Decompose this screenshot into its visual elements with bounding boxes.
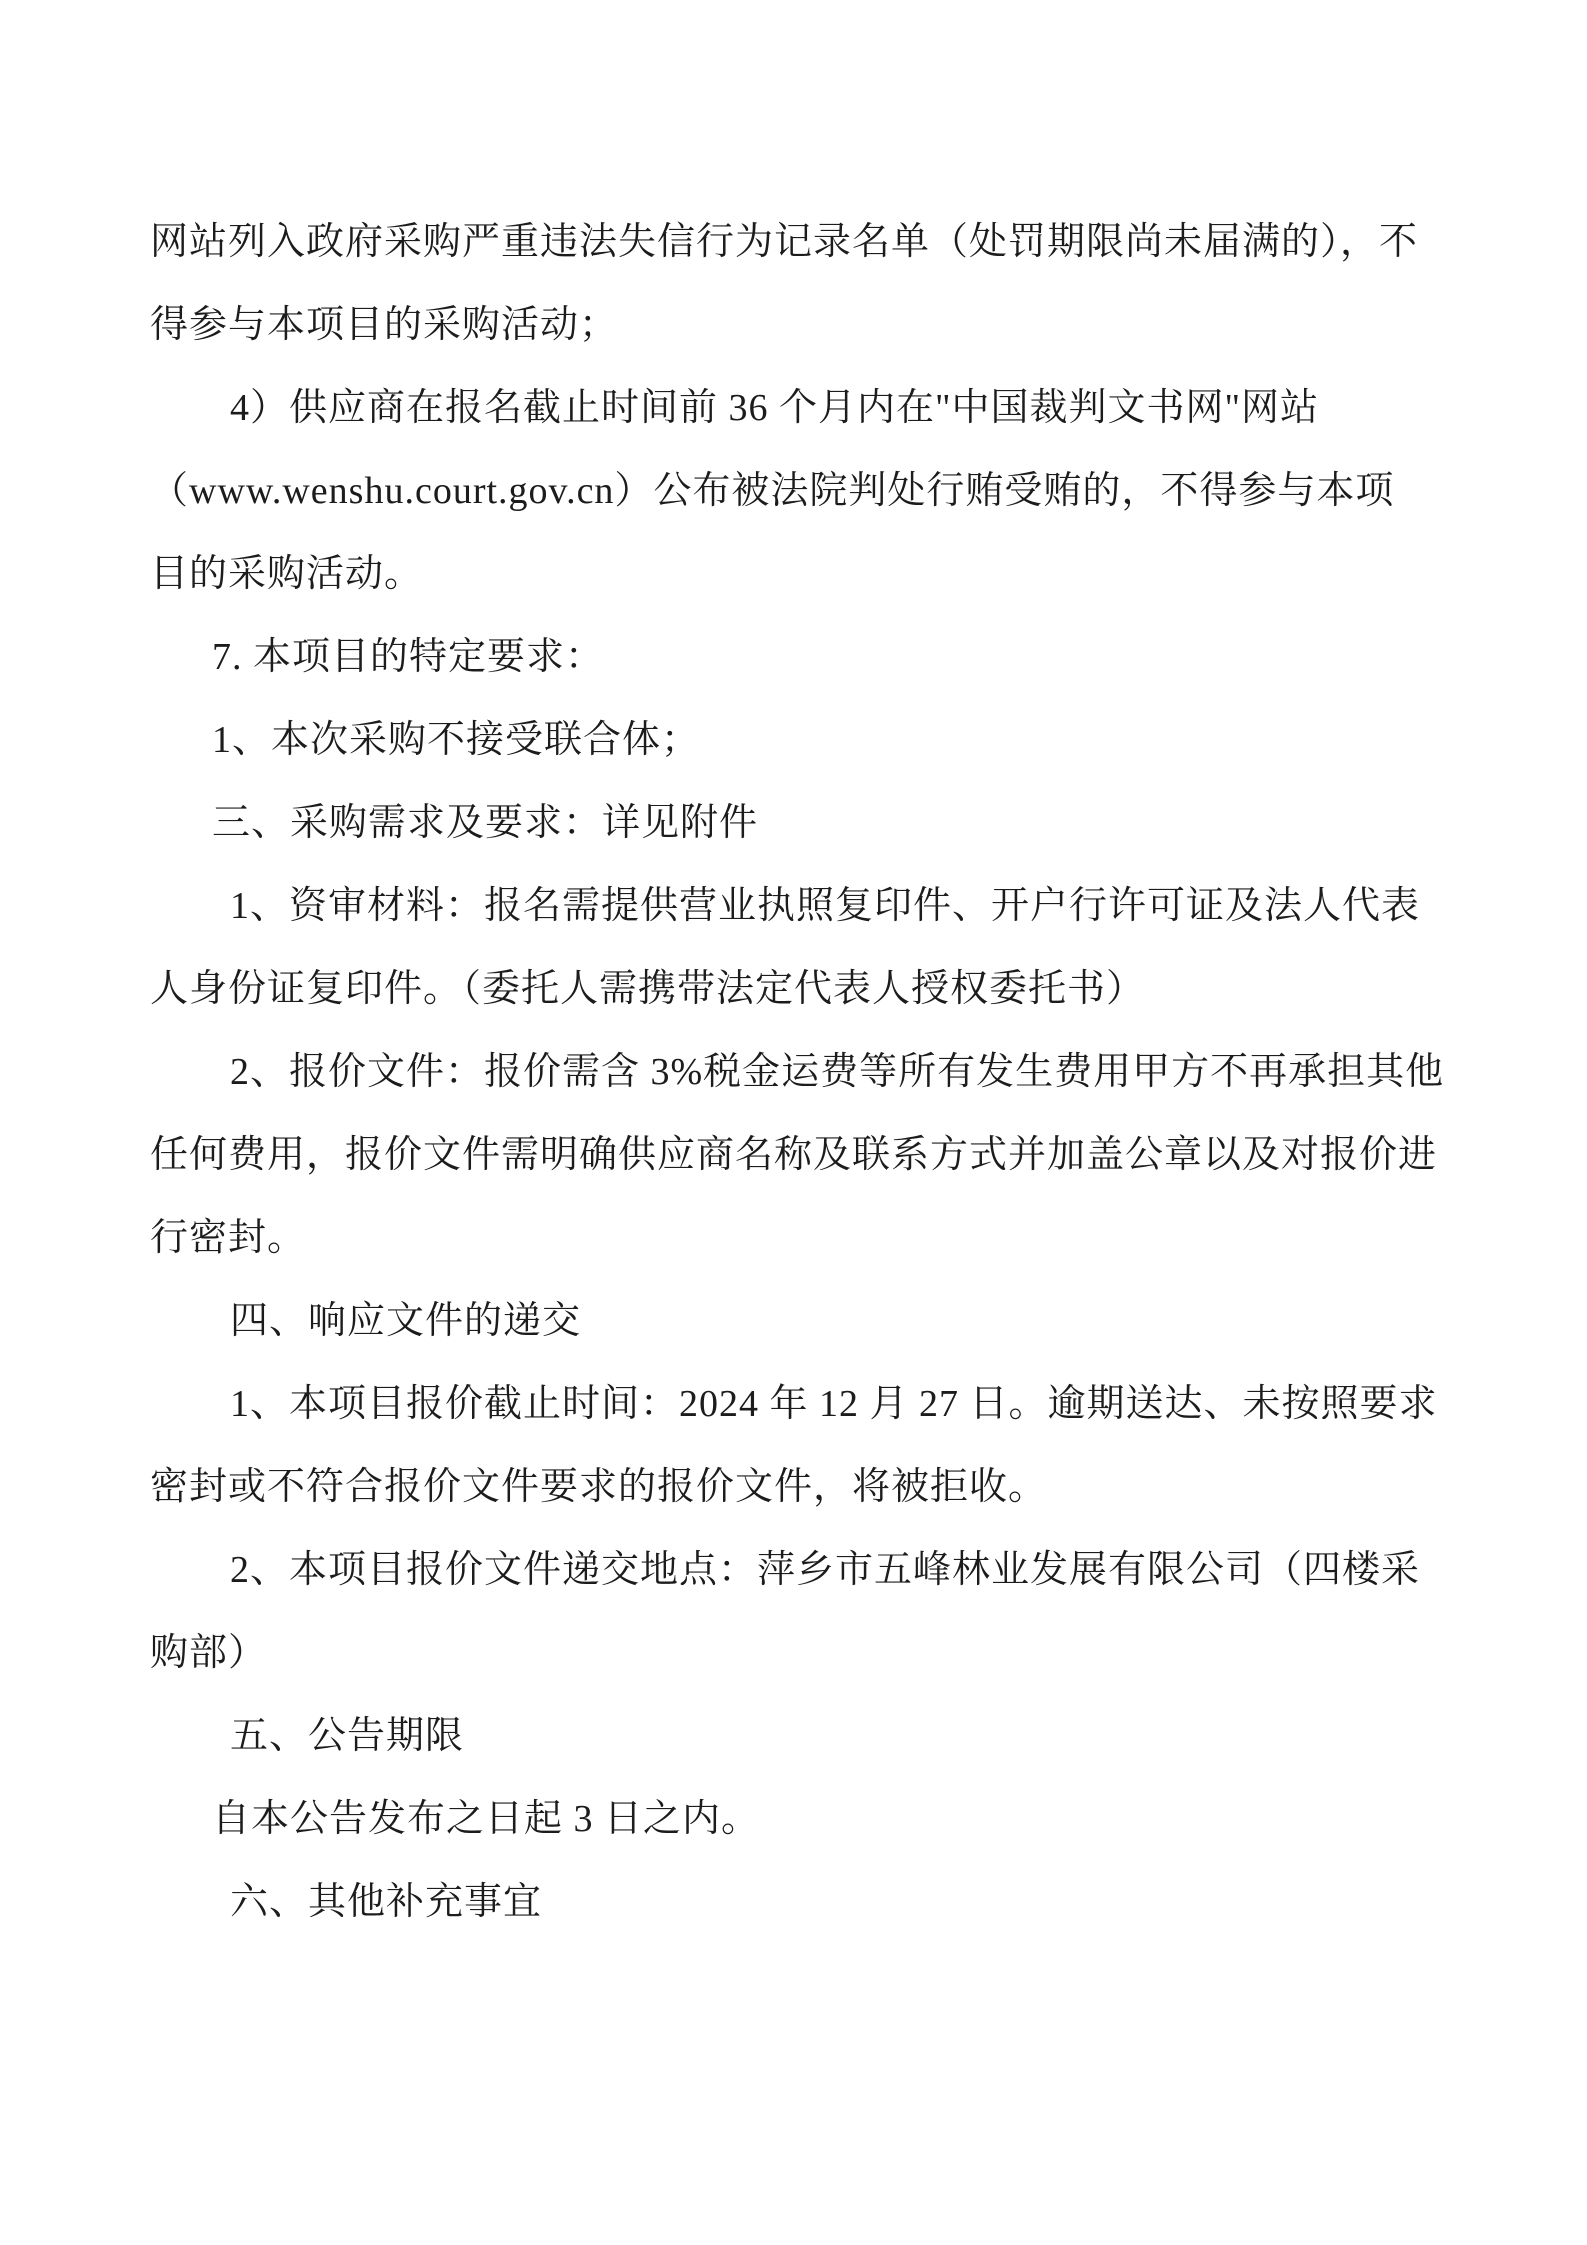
text-line: 得参与本项目的采购活动； [150, 304, 619, 346]
text-line: 行密封。 [150, 1217, 307, 1259]
text-line: 目的采购活动。 [150, 553, 424, 595]
text-line: 五、公告期限 [230, 1715, 465, 1757]
text-line: 1、本项目报价截止时间：2024 年 12 月 27 日。逾期送达、未按照要求 [230, 1383, 1438, 1425]
text-line: 三、采购需求及要求：详见附件 [212, 802, 759, 844]
text-line: 购部） [150, 1632, 268, 1674]
text-line: 人身份证复印件。（委托人需携带法定代表人授权委托书） [150, 968, 1146, 1010]
text-line: 密封或不符合报价文件要求的报价文件，将被拒收。 [150, 1466, 1048, 1508]
text-line: （www.wenshu.court.gov.cn）公布被法院判处行贿受贿的，不得参与本项 [150, 470, 1395, 512]
text-line: 1、资审材料：报名需提供营业执照复印件、开户行许可证及法人代表 [230, 885, 1421, 927]
text-line: 网站列入政府采购严重违法失信行为记录名单（处罚期限尚未届满的），不 [150, 221, 1419, 263]
text-line: 任何费用，报价文件需明确供应商名称及联系方式并加盖公章以及对报价进 [150, 1134, 1438, 1176]
text-line: 2、本项目报价文件递交地点：萍乡市五峰林业发展有限公司（四楼采 [230, 1549, 1421, 1591]
text-line: 1、本次采购不接受联合体； [212, 719, 701, 761]
text-line: 自本公告发布之日起 3 日之内。 [212, 1798, 761, 1840]
text-line: 六、其他补充事宜 [230, 1881, 543, 1923]
text-line: 7. 本项目的特定要求： [212, 636, 605, 678]
text-line: 四、响应文件的递交 [230, 1300, 582, 1342]
text-line: 4）供应商在报名截止时间前 36 个月内在"中国裁判文书网"网站 [230, 387, 1320, 429]
text-line: 2、报价文件：报价需含 3%税金运费等所有发生费用甲方不再承担其他 [230, 1051, 1445, 1093]
